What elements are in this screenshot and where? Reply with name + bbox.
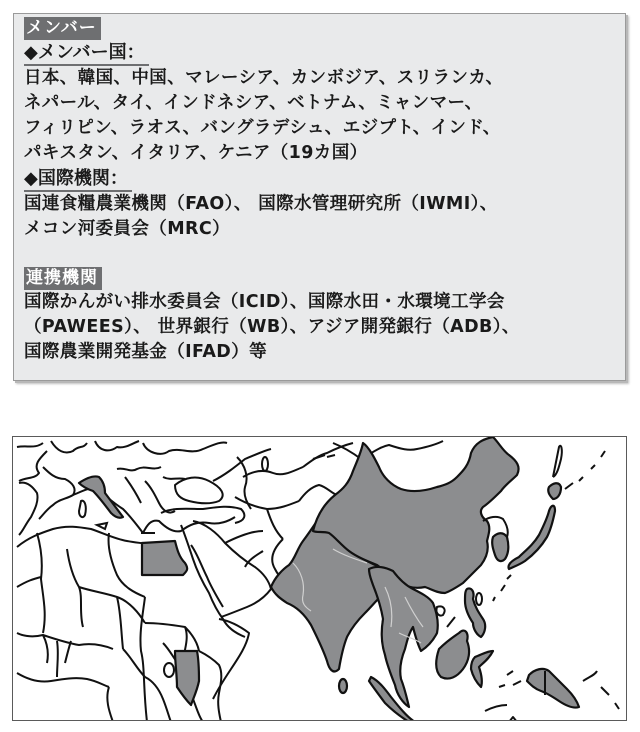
sri-lanka-shape — [339, 679, 347, 693]
france-border — [39, 467, 75, 519]
black-sea — [175, 478, 223, 504]
egypt-shape — [142, 541, 187, 575]
section-spacer — [24, 242, 625, 267]
iberia — [19, 483, 38, 535]
africa-borders — [17, 533, 147, 721]
palawan — [447, 617, 455, 627]
members-tag: メンバー — [24, 17, 101, 40]
red-sea — [181, 525, 245, 637]
japan-honshu — [508, 506, 555, 569]
partners-line: 国際かんがい排水委員会（ICID）、国際水田・水環境工学会 — [24, 292, 505, 312]
member-countries-line: パキスタン、イタリア、ケニア（19カ国） — [24, 143, 368, 163]
sicily — [97, 523, 107, 529]
international-orgs-line: メコン河委員会（MRC） — [24, 219, 231, 239]
kenya-shape — [175, 651, 199, 705]
sardinia — [79, 501, 86, 517]
partners-tag: 連携機関 — [24, 267, 102, 290]
arabia — [193, 521, 271, 617]
kurils — [565, 451, 605, 489]
sulawesi-shape — [471, 651, 493, 687]
europe-coast — [17, 441, 227, 481]
korea-shape — [492, 533, 508, 561]
borneo-shape — [436, 631, 469, 679]
international-orgs-line: 国連食糧農業機関（FAO）、 国際水管理研究所（IWMI）、 — [24, 194, 498, 214]
japan-hokkaido — [548, 483, 561, 499]
gulf-of-guinea — [17, 673, 109, 687]
hainan — [436, 606, 444, 615]
member-countries-line: フィリピン、ラオス、バングラデシュ、エジプト、インド、 — [24, 118, 501, 138]
melanesia — [583, 671, 619, 709]
turkey — [161, 507, 244, 523]
lake-balkhash — [313, 455, 335, 459]
membership-info-box — [13, 13, 626, 381]
member-countries-line: ネパール、タイ、インドネシア、ベトナム、ミャンマー、 — [24, 93, 483, 113]
aral-sea — [262, 457, 268, 471]
member-countries-line: 日本、韓国、中国、マレーシア、カンボジア、スリランカ、 — [24, 68, 504, 88]
member-countries-heading: ◆メンバー国： — [24, 41, 149, 66]
ryukyu — [493, 575, 511, 601]
member-countries-map — [12, 436, 627, 721]
new-guinea-shape — [527, 669, 579, 708]
partners-line: （PAWEES）、 世界銀行（WB）、アジア開発銀行（ADB）、 — [24, 317, 520, 337]
maluku — [499, 671, 521, 687]
taiwan-shape — [476, 593, 482, 605]
west-africa — [17, 633, 113, 677]
timor — [485, 705, 507, 711]
international-orgs-heading: ◆国際機関： — [24, 167, 132, 192]
australia-tip — [509, 717, 517, 721]
sakhalin — [553, 446, 562, 477]
map-graphic — [13, 437, 627, 721]
partners-line: 国際農業開発基金（IFAD）等 — [24, 342, 268, 362]
horn-of-africa — [213, 619, 249, 699]
lake-victoria — [164, 663, 174, 677]
